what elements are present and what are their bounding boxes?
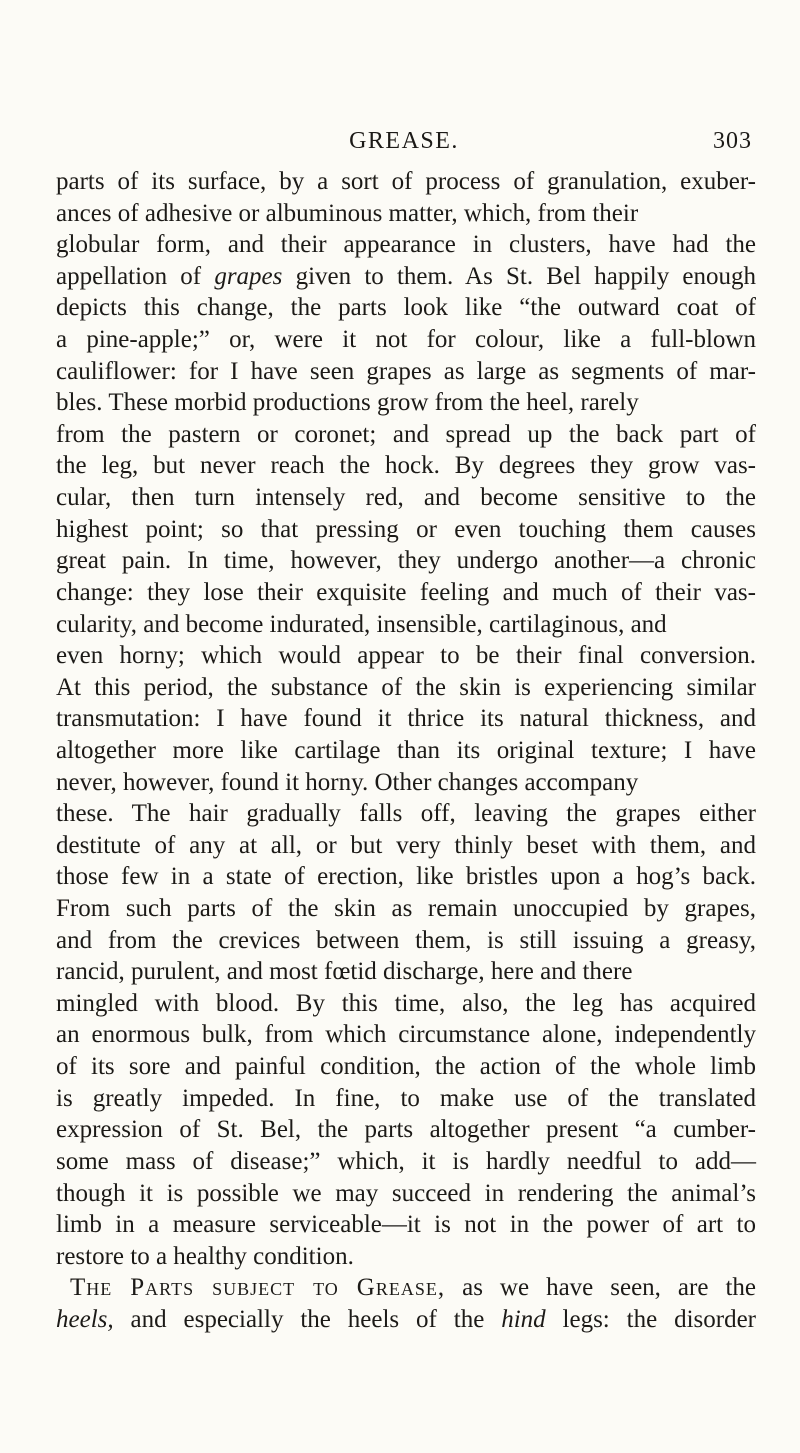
text-line (56, 198, 756, 230)
page-number: 303 (713, 128, 752, 154)
text-line-content: ances of adhesive or albuminous matter, which, from their (56, 199, 639, 227)
text-line (56, 925, 756, 957)
text-line-content (70, 1272, 756, 1304)
text-line-content: At this period, the substance of the skin is experiencing similar (56, 673, 756, 701)
text-run: and especially the heels of the (113, 1305, 502, 1333)
text-line-content: parts of its surface, by a sort of process of granulation, exuber- (56, 168, 756, 195)
text-line-content: those few in a state of erection, like bristles upon a hog’s back. (56, 863, 756, 891)
text-line (56, 640, 756, 672)
text-line-content: and from the crevices between them, is still issuing a greasy, (56, 926, 756, 954)
text-line-content (56, 261, 756, 293)
text-line-content: cauliflower: for I have seen grapes as large as segments of mar- (56, 357, 756, 385)
text-line (56, 387, 756, 419)
text-line (56, 292, 756, 324)
running-head (56, 126, 752, 160)
italic-term-heels: heels, (56, 1305, 114, 1333)
small-caps-heading: The Parts subject to Grease, (70, 1274, 446, 1302)
text-line-content: limb in a measure serviceable—it is not in the power of art to (56, 1211, 756, 1239)
text-line-content: cularity, and become indurated, insensible, cartilaginous, and (56, 610, 667, 638)
text-line (56, 1019, 756, 1051)
text-line-content: some mass of disease;” which, it is hardly needful to add— (56, 1147, 756, 1175)
text-line (56, 324, 756, 356)
text-line (56, 861, 756, 893)
text-line (56, 514, 756, 546)
text-line (56, 1083, 756, 1115)
text-line (56, 798, 756, 830)
text-run: as we have seen, are the (445, 1274, 756, 1302)
italic-term-grapes: grapes (214, 262, 283, 290)
text-line-content: cular, then turn intensely red, and become sensitive to the (56, 484, 756, 512)
text-line (56, 609, 756, 641)
text-line-content: destitute of any at all, or but very thinly beset with them, and (56, 831, 756, 859)
text-line-content: even horny; which would appear to be their final conversion. (56, 642, 756, 670)
text-line (56, 956, 756, 988)
running-title: GREASE. (349, 128, 459, 154)
text-line (56, 1209, 756, 1241)
text-line-content: from the pastern or coronet; and spread up the back part of (56, 420, 756, 448)
text-line-content: highest point; so that pressing or even touching them causes (56, 515, 756, 543)
text-run: legs: the disorder (545, 1305, 756, 1333)
text-line (56, 577, 756, 609)
text-line-content: mingled with blood. By this time, also, the leg has acquired (56, 989, 756, 1017)
text-line-content: globular form, and their appearance in clusters, have had the (56, 231, 756, 259)
text-line-content: never, however, found it horny. Other changes accompany (56, 768, 639, 796)
text-line (56, 482, 756, 514)
text-line (56, 261, 756, 293)
text-line-content (56, 1304, 756, 1336)
text-line-content: is greatly impeded. In fine, to make use of the translated (56, 1084, 756, 1112)
text-line-content: a pine-apple;” or, were it not for colour, like a full-blown (56, 326, 756, 354)
text-line-content: change: they lose their exquisite feeling and much of their vas- (56, 578, 756, 606)
text-line (56, 767, 756, 799)
text-line-content: rancid, purulent, and most fœtid discharge, here and there (56, 958, 633, 986)
text-line (56, 229, 756, 261)
text-line-content: great pain. In time, however, they undergo another—a chronic (56, 547, 756, 575)
text-line (56, 1304, 756, 1336)
text-line (56, 356, 756, 388)
text-line (56, 1146, 756, 1178)
text-line (56, 703, 756, 735)
text-line (56, 893, 756, 925)
text-line-content: expression of St. Bel, the parts altogether present “a cumber- (56, 1116, 756, 1144)
text-line (56, 1051, 756, 1083)
text-line-content: bles. These morbid productions grow from the heel, rarely (56, 389, 639, 417)
text-line-content: of its sore and painful condition, the action of the whole limb (56, 1053, 756, 1081)
text-line (56, 830, 756, 862)
body-text (56, 166, 756, 1336)
text-line (56, 735, 756, 767)
text-line-content: though it is possible we may succeed in rendering the animal’s (56, 1179, 756, 1207)
text-run: appellation of (56, 262, 215, 290)
text-line (56, 419, 756, 451)
text-line (56, 672, 756, 704)
paragraph-start-line (56, 1272, 756, 1304)
text-line-content: these. The hair gradually falls off, leaving the grapes either (56, 800, 756, 828)
text-line (56, 988, 756, 1020)
text-line-content: the leg, but never reach the hock. By degrees they grow vas- (56, 452, 756, 480)
text-line-content: depicts this change, the parts look like “the outward coat of (56, 294, 756, 322)
text-line (56, 166, 756, 198)
text-line (56, 1241, 756, 1273)
text-line-content: an enormous bulk, from which circumstance alone, independently (56, 1021, 756, 1049)
italic-term-hind: hind (501, 1305, 546, 1333)
text-line-content: altogether more like cartilage than its original texture; I have (56, 736, 756, 764)
text-line-content: From such parts of the skin as remain unoccupied by grapes, (56, 895, 756, 923)
text-line-content: transmutation: I have found it thrice its natural thickness, and (56, 705, 756, 733)
text-run: given to them. As St. Bel happily enough (282, 262, 757, 290)
text-line (56, 1178, 756, 1210)
text-line (56, 450, 756, 482)
text-line (56, 545, 756, 577)
text-line (56, 1114, 756, 1146)
text-line-content: restore to a healthy condition. (56, 1242, 354, 1270)
